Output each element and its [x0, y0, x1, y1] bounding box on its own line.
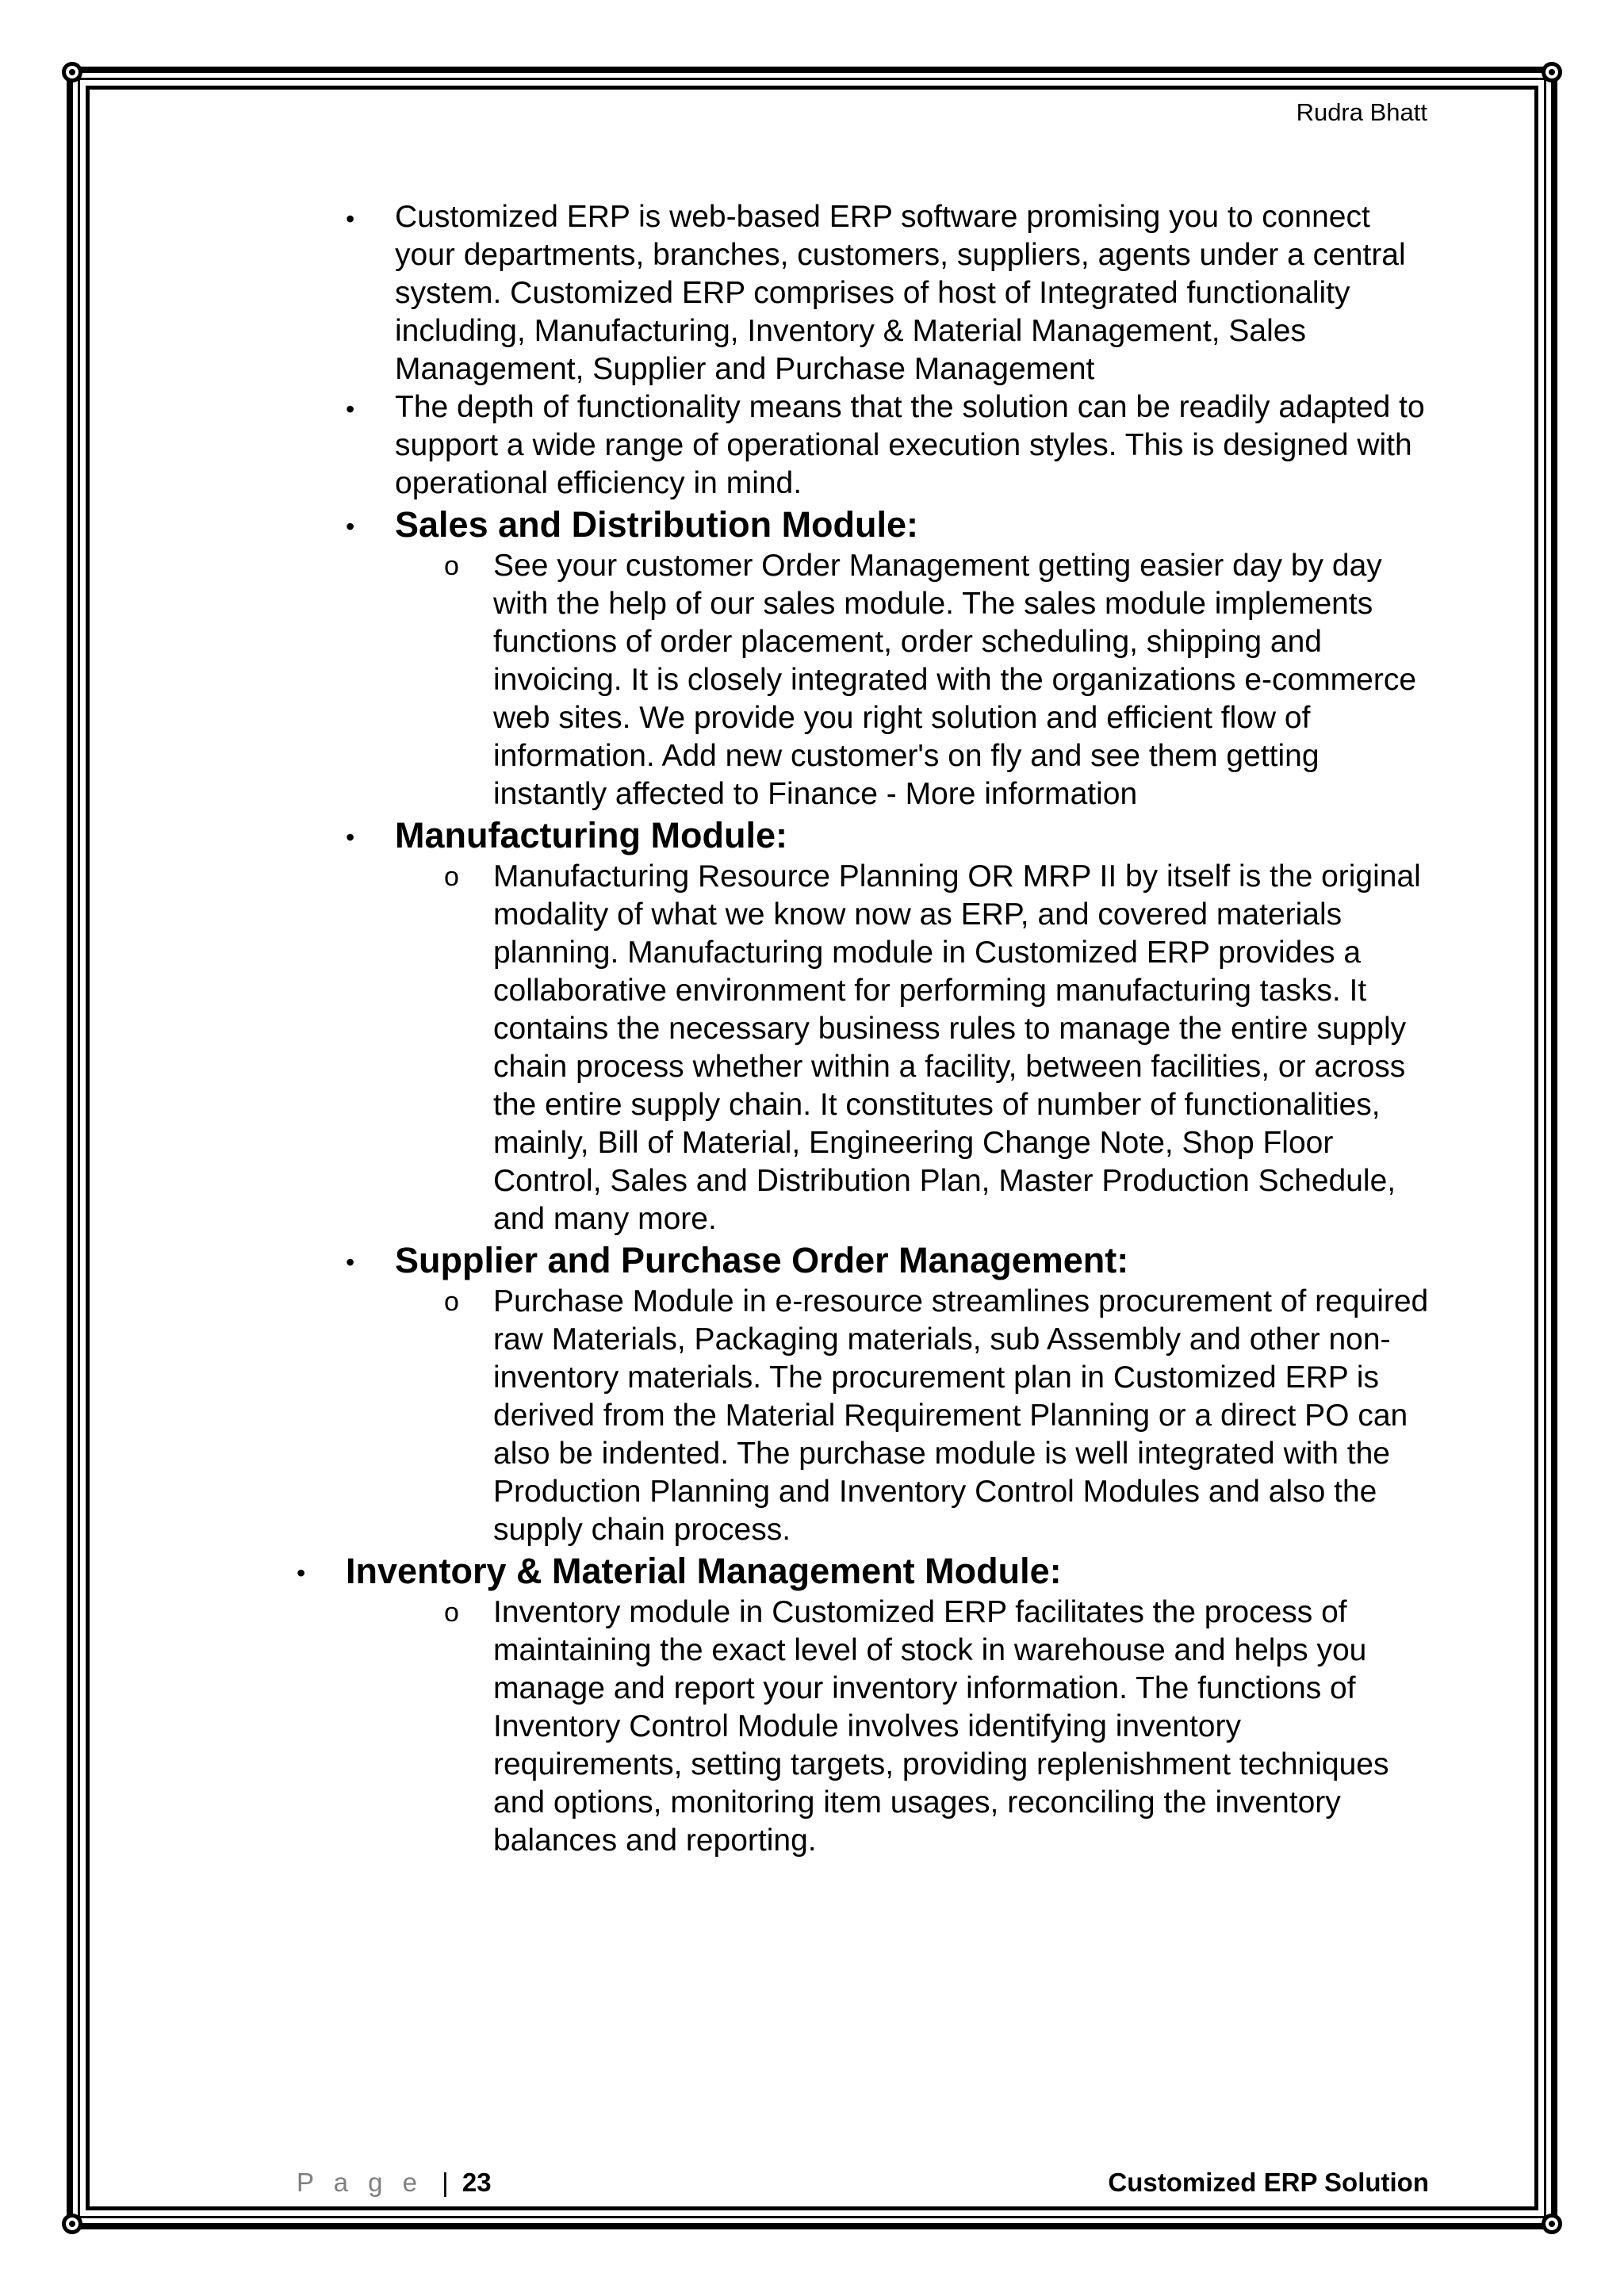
bullet-disc-icon: •	[297, 1559, 306, 1587]
bullet-disc-icon: •	[346, 823, 355, 851]
sub-bullet-item-text: See your customer Order Management getting easier day by day with the help of our sales module. The sales module implements functions of order placement, order scheduling, shipping and invoicing. It is closely integrated with the organizations e-commerce web sites. We provide you right solution and efficient flow of information. Add new customer's on fly and see them getting instantly affected to Finance - More information	[493, 549, 1417, 811]
page-separator: |	[442, 2168, 449, 2197]
bullet-disc-icon: •	[346, 1248, 355, 1276]
section-heading	[0, 503, 1435, 547]
border-bottom-innermost	[86, 2206, 1538, 2210]
border-top-outer	[67, 67, 1557, 73]
bullet-circle-icon: o	[444, 1598, 459, 1628]
sub-bullet-item	[0, 858, 1437, 1238]
bullet-circle-icon: o	[444, 1287, 459, 1317]
corner-ornament-bottom-right	[1542, 2214, 1562, 2234]
sub-bullet-item	[0, 547, 1437, 813]
section-heading-text: Manufacturing Module:	[395, 815, 787, 855]
bullet-item	[0, 198, 1435, 388]
border-bottom-outer	[67, 2223, 1557, 2229]
bullet-disc-icon: •	[346, 205, 355, 233]
page-number: 23	[462, 2168, 492, 2197]
sub-bullet-item	[0, 1594, 1437, 1860]
bullet-item-text: Customized ERP is web-based ERP software promising you to connect your departments, branches, customers, suppliers, agents under a central system. Customized ERP comprises of host of Integrated functionality including, Manufacturing, Inventory & Material Management, Sales Management, Supplier and Purchase Management	[395, 200, 1406, 386]
bullet-circle-icon: o	[444, 862, 459, 892]
bullet-disc-icon: •	[346, 512, 355, 541]
page-label: P a g e	[297, 2168, 423, 2197]
header-author: Rudra Bhatt	[1296, 98, 1427, 126]
page-footer	[297, 2168, 1429, 2206]
sub-bullet-item-text: Manufacturing Resource Planning OR MRP II by itself is the original modality of what we know now as ERP, and covered materials planning. Manufacturing module in Customized ERP provides a collaborative environment for performing manufacturing tasks. It contains the necessary business rules to manage the entire supply chain process whether within a facility, between facilities, or across the entire supply chain. It constitutes of number of functionalities, mainly, Bill of Material, Engineering Change Note, Shop Floor Control, Sales and Distribution Plan, Master Production Schedule, and many more.	[493, 859, 1421, 1236]
section-heading-text: Inventory & Material Management Module:	[346, 1551, 1062, 1591]
document-body	[0, 198, 1624, 1860]
sub-bullet-item	[0, 1283, 1437, 1549]
bullet-item	[0, 388, 1435, 503]
corner-ornament-top-left	[62, 62, 82, 82]
bullet-item-text: The depth of functionality means that the solution can be readily adapted to support a wide range of operational execution styles. This is designed with operational efficiency in mind.	[395, 390, 1425, 500]
border-top-inner	[78, 78, 1546, 80]
footer-document-title: Customized ERP Solution	[1108, 2168, 1429, 2197]
footer-page-label	[297, 2168, 492, 2198]
border-top-innermost	[86, 86, 1538, 90]
bullet-disc-icon: •	[346, 395, 355, 423]
section-heading-text: Sales and Distribution Module:	[395, 504, 919, 545]
corner-ornament-top-right	[1542, 62, 1562, 82]
section-heading	[0, 813, 1435, 858]
section-heading-text: Supplier and Purchase Order Management:	[395, 1240, 1129, 1280]
sub-bullet-item-text: Purchase Module in e-resource streamlines procurement of required raw Materials, Packaging materials, sub Assembly and other non-inventory materials. The procurement plan in Customized ERP is derived from the Material Requirement Planning or a direct PO can also be indented. The purchase module is well integrated with the Production Planning and Inventory Control Modules and also the supply chain process.	[493, 1284, 1429, 1547]
corner-ornament-bottom-left	[62, 2214, 82, 2234]
section-heading	[0, 1549, 1435, 1594]
border-bottom-inner	[78, 2216, 1546, 2218]
sub-bullet-item-text: Inventory module in Customized ERP facilitates the process of maintaining the exact level of stock in warehouse and helps you manage and report your inventory information. The functions of Inventory Control Module involves identifying inventory requirements, setting targets, providing replenishment techniques and options, monitoring item usages, reconciling the inventory balances and reporting.	[493, 1595, 1389, 1858]
section-heading	[0, 1238, 1435, 1283]
bullet-circle-icon: o	[444, 551, 459, 581]
